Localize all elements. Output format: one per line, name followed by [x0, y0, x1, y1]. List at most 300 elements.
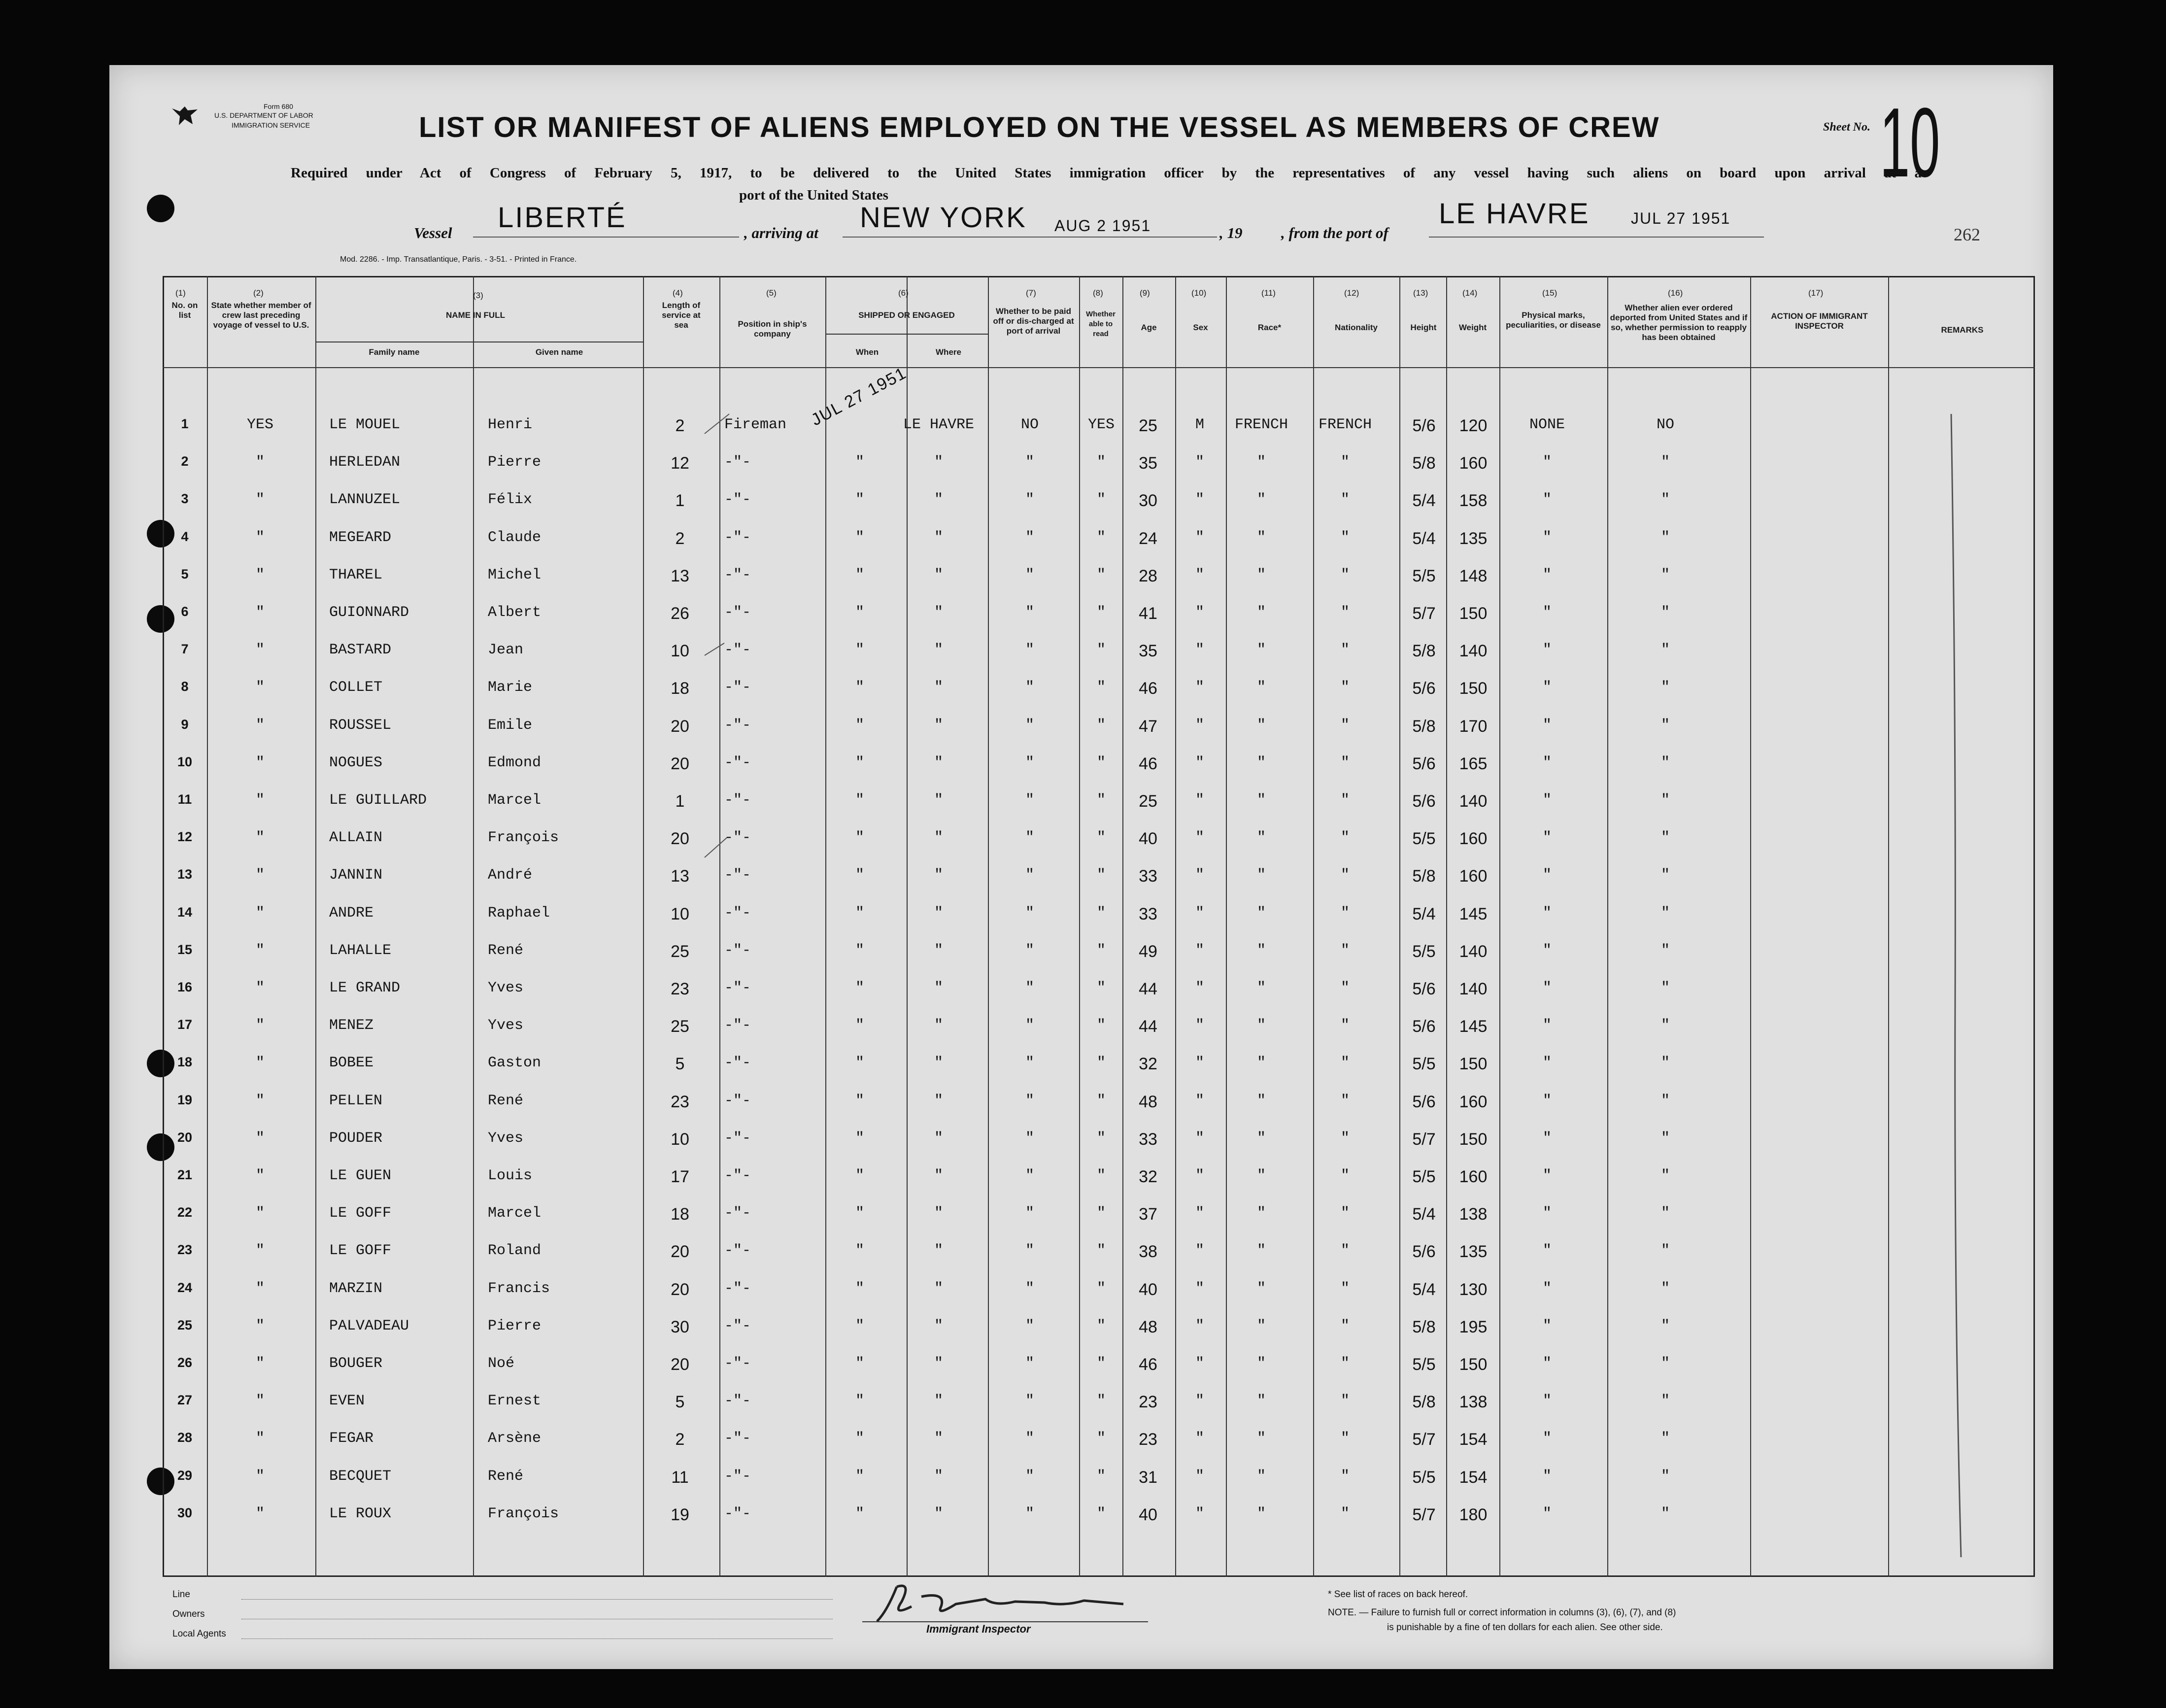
year-label: , 19 — [1219, 224, 1243, 241]
cell-shipped-when: " — [855, 980, 865, 996]
cell-nationality: " — [1340, 454, 1350, 471]
cell-previous-voyage: " — [255, 1430, 265, 1447]
cell-paid-off: " — [1025, 1280, 1035, 1297]
cell-shipped-where: " — [934, 1205, 944, 1222]
cell-row-number: 13 — [177, 867, 193, 882]
cell-family-name: LE ROUX — [329, 1505, 392, 1522]
cell-shipped-when: " — [855, 491, 865, 509]
cell-sex: " — [1195, 1280, 1205, 1297]
cell-row-number: 12 — [177, 829, 193, 845]
col-header-age: Age — [1141, 323, 1157, 332]
cell-family-name: MENEZ — [329, 1017, 374, 1034]
cell-previous-voyage: " — [255, 1317, 265, 1334]
cell-previous-voyage: " — [255, 829, 265, 847]
cell-service-length: 11 — [671, 1468, 689, 1487]
cell-service-length: 23 — [671, 1092, 689, 1111]
cell-shipped-when: " — [855, 529, 865, 546]
cell-shipped-where: " — [934, 904, 944, 922]
cell-service-length: 10 — [671, 642, 689, 661]
cell-given-name: Henri — [488, 416, 533, 433]
cell-family-name: GUIONNARD — [329, 604, 409, 621]
cell-position: -"- — [724, 717, 751, 734]
cell-row-number: 11 — [177, 792, 192, 807]
cell-physical-marks: " — [1542, 491, 1552, 509]
punch-hole — [147, 195, 174, 222]
cell-service-length: 20 — [671, 1355, 689, 1374]
cell-shipped-when: " — [855, 642, 865, 659]
cell-row-number: 2 — [181, 454, 189, 469]
col-number: (14) — [1462, 288, 1478, 298]
cell-height: 5/8 — [1412, 867, 1436, 886]
cell-paid-off: " — [1025, 942, 1035, 959]
cell-row-number: 25 — [177, 1317, 193, 1332]
cell-family-name: HERLEDAN — [329, 454, 401, 471]
cell-weight: 130 — [1459, 1280, 1488, 1299]
cell-service-length: 30 — [671, 1317, 689, 1336]
service-name: IMMIGRATION SERVICE — [232, 121, 310, 129]
cell-height: 5/6 — [1412, 1242, 1436, 1262]
col-header-length-of-service: Length of service at sea — [662, 301, 701, 330]
cell-race: " — [1256, 1092, 1266, 1109]
cell-position: -"- — [724, 1430, 751, 1447]
cell-weight: 145 — [1459, 1017, 1488, 1036]
cell-shipped-when: " — [855, 1430, 865, 1447]
cell-position: -"- — [724, 529, 751, 546]
cell-able-to-read: " — [1096, 1205, 1106, 1222]
cell-position: -"- — [724, 491, 751, 509]
cell-given-name: Yves — [488, 1017, 524, 1034]
col-header-shipped-engaged: SHIPPED OR ENGAGED — [858, 310, 955, 320]
cell-previous-voyage: " — [255, 1242, 265, 1260]
cell-physical-marks: " — [1542, 1017, 1552, 1034]
cell-nationality: " — [1340, 679, 1350, 696]
cell-height: 5/4 — [1412, 529, 1436, 548]
cell-deported: " — [1660, 904, 1670, 922]
cell-race: " — [1256, 792, 1266, 809]
cell-weight: 180 — [1459, 1505, 1488, 1524]
col-number: (15) — [1542, 288, 1557, 298]
cell-position: -"- — [724, 980, 751, 996]
cell-service-length: 13 — [671, 867, 689, 886]
cell-height: 5/6 — [1412, 416, 1436, 435]
cell-row-number: 10 — [177, 754, 193, 769]
cell-paid-off: " — [1025, 867, 1035, 884]
cell-paid-off: " — [1025, 1092, 1035, 1109]
col-header-remarks: REMARKS — [1941, 325, 1984, 335]
subtitle-line2: port of the United States — [739, 187, 888, 203]
cell-row-number: 6 — [181, 604, 189, 619]
cell-shipped-when: " — [855, 867, 865, 884]
note-body: Failure to furnish full or correct information in columns (3), (6), (7), and (8) — [1371, 1607, 1676, 1618]
arriving-label: , arriving at — [744, 224, 818, 241]
cell-nationality: " — [1340, 529, 1350, 546]
cell-service-length: 10 — [671, 1129, 689, 1149]
cell-shipped-where: " — [934, 980, 944, 996]
cell-physical-marks: " — [1542, 829, 1552, 847]
cell-race: " — [1256, 942, 1266, 959]
cell-position: -"- — [724, 1055, 751, 1072]
cell-deported: " — [1660, 1017, 1670, 1034]
cell-able-to-read: " — [1096, 1092, 1106, 1109]
cell-height: 5/8 — [1412, 1393, 1436, 1412]
cell-given-name: François — [488, 1505, 559, 1522]
cell-sex: " — [1195, 529, 1205, 546]
cell-height: 5/8 — [1412, 454, 1436, 473]
cell-previous-voyage: " — [255, 491, 265, 509]
cell-nationality: " — [1340, 604, 1350, 621]
col-number: (13) — [1413, 288, 1428, 298]
cell-shipped-when: " — [855, 679, 865, 696]
cell-previous-voyage: " — [255, 1055, 265, 1072]
cell-row-number: 29 — [177, 1468, 193, 1483]
cell-nationality: " — [1340, 1017, 1350, 1034]
cell-row-number: 17 — [177, 1017, 193, 1032]
cell-height: 5/6 — [1412, 754, 1436, 773]
cell-height: 5/7 — [1412, 1430, 1436, 1449]
col-header-shipped-when: When — [855, 347, 879, 357]
cell-weight: 140 — [1459, 642, 1488, 661]
footer-agents-label: Local Agents — [172, 1629, 226, 1639]
cell-row-number: 8 — [181, 679, 189, 694]
cell-family-name: ANDRE — [329, 904, 374, 922]
cell-able-to-read: " — [1096, 1167, 1106, 1184]
cell-given-name: Michel — [488, 566, 542, 583]
cell-deported: " — [1660, 1355, 1670, 1372]
cell-physical-marks: " — [1542, 1317, 1552, 1334]
cell-weight: 195 — [1459, 1317, 1488, 1336]
cell-position: -"- — [724, 604, 751, 621]
cell-physical-marks: " — [1542, 867, 1552, 884]
cell-paid-off: " — [1025, 1393, 1035, 1410]
cell-shipped-when: " — [855, 717, 865, 734]
cell-sex: " — [1195, 1129, 1205, 1147]
cell-given-name: René — [488, 942, 524, 959]
cell-height: 5/7 — [1412, 604, 1436, 623]
col-header-weight: Weight — [1458, 323, 1487, 332]
cell-deported: " — [1660, 829, 1670, 847]
cell-service-length: 1 — [675, 792, 685, 811]
cell-physical-marks: " — [1542, 642, 1552, 659]
cell-deported: " — [1660, 1129, 1670, 1147]
col-number: (8) — [1093, 288, 1103, 298]
cell-weight: 138 — [1459, 1393, 1488, 1412]
cell-row-number: 30 — [177, 1505, 193, 1520]
cell-position: -"- — [724, 1355, 751, 1372]
cell-given-name: Albert — [488, 604, 542, 621]
cell-age: 23 — [1139, 1393, 1157, 1412]
cell-weight: 138 — [1459, 1205, 1488, 1224]
cell-age: 35 — [1139, 642, 1157, 661]
cell-able-to-read: " — [1096, 1017, 1106, 1034]
cell-physical-marks: " — [1542, 1129, 1552, 1147]
cell-weight: 154 — [1459, 1430, 1488, 1449]
cell-shipped-where: " — [934, 1393, 944, 1410]
sheet-number: 10 — [1880, 88, 1940, 198]
cell-deported: " — [1660, 942, 1670, 959]
cell-shipped-when: " — [855, 942, 865, 959]
cell-family-name: BOUGER — [329, 1355, 383, 1372]
col-header-race: Race* — [1257, 323, 1282, 332]
cell-nationality: " — [1340, 1092, 1350, 1109]
cell-able-to-read: " — [1096, 1355, 1106, 1372]
cell-paid-off: " — [1025, 1055, 1035, 1072]
cell-deported: " — [1660, 717, 1670, 734]
cell-given-name: François — [488, 829, 559, 847]
cell-physical-marks: " — [1542, 1167, 1552, 1184]
cell-able-to-read: " — [1096, 1129, 1106, 1147]
cell-nationality: " — [1340, 980, 1350, 996]
col-number: (9) — [1140, 288, 1150, 298]
cell-position: -"- — [724, 904, 751, 922]
cell-nationality: " — [1340, 754, 1350, 771]
cell-shipped-where: LE HAVRE — [903, 416, 975, 433]
cell-height: 5/4 — [1412, 904, 1436, 923]
cell-paid-off: " — [1025, 1430, 1035, 1447]
printer-line: Mod. 2286. - Imp. Transatlantique, Paris. - 3-51. - Printed in France. — [340, 255, 577, 264]
cell-able-to-read: " — [1096, 980, 1106, 996]
cell-row-number: 24 — [177, 1280, 193, 1295]
cell-height: 5/4 — [1412, 1205, 1436, 1224]
cell-weight: 160 — [1459, 454, 1488, 473]
cell-row-number: 26 — [177, 1355, 193, 1370]
cell-position: -"- — [724, 566, 751, 583]
cell-position: Fireman — [724, 416, 787, 433]
cell-weight: 158 — [1459, 491, 1488, 511]
cell-physical-marks: " — [1542, 1355, 1552, 1372]
cell-row-number: 3 — [181, 491, 189, 507]
cell-age: 35 — [1139, 454, 1157, 473]
cell-position: -"- — [724, 454, 751, 471]
cell-previous-voyage: " — [255, 1505, 265, 1522]
cell-given-name: Pierre — [488, 1317, 542, 1334]
cell-shipped-where: " — [934, 792, 944, 809]
cell-previous-voyage: " — [255, 604, 265, 621]
cell-shipped-where: " — [934, 529, 944, 546]
col-number: (4) — [673, 288, 683, 298]
cell-able-to-read: " — [1096, 1317, 1106, 1334]
cell-family-name: LANNUZEL — [329, 491, 401, 509]
cell-sex: " — [1195, 792, 1205, 809]
subtitle-line1: Required under Act of Congress of February 5, 1917, to be delivered to the United States immigration officer by the representatives of any vessel having such aliens on board upon arrival at a — [291, 165, 1922, 181]
cell-height: 5/5 — [1412, 1355, 1436, 1374]
cell-family-name: NOGUES — [329, 754, 383, 771]
cell-weight: 150 — [1459, 604, 1488, 623]
cell-age: 44 — [1139, 1017, 1157, 1036]
cell-shipped-where: " — [934, 1280, 944, 1297]
vessel-name: LIBERTÉ — [498, 202, 627, 234]
cell-physical-marks: " — [1542, 1055, 1552, 1072]
cell-shipped-where: " — [934, 1242, 944, 1260]
cell-sex: " — [1195, 1430, 1205, 1447]
cell-previous-voyage: YES — [246, 416, 274, 433]
cell-shipped-where: " — [934, 1167, 944, 1184]
cell-family-name: LE GUEN — [329, 1167, 392, 1184]
cell-nationality: " — [1340, 1129, 1350, 1147]
cell-race: " — [1256, 1355, 1266, 1372]
cell-able-to-read: " — [1096, 942, 1106, 959]
note-text — [1328, 1607, 1676, 1618]
cell-age: 47 — [1139, 717, 1157, 736]
cell-height: 5/8 — [1412, 642, 1436, 661]
cell-family-name: LE GOFF — [329, 1205, 392, 1222]
cell-previous-voyage: " — [255, 792, 265, 809]
sheet-label: Sheet No. — [1823, 121, 1870, 134]
cell-paid-off: " — [1025, 1317, 1035, 1334]
cell-service-length: 2 — [675, 529, 685, 548]
cell-nationality: " — [1340, 1468, 1350, 1485]
col-number: (11) — [1261, 288, 1276, 298]
cell-able-to-read: " — [1096, 604, 1106, 621]
cell-physical-marks: " — [1542, 604, 1552, 621]
cell-service-length: 20 — [671, 1242, 689, 1262]
cell-given-name: René — [488, 1468, 524, 1485]
cell-deported: " — [1660, 679, 1670, 696]
cell-previous-voyage: " — [255, 904, 265, 922]
cell-paid-off: NO — [1020, 416, 1039, 433]
cell-given-name: Pierre — [488, 454, 542, 471]
cell-family-name: LAHALLE — [329, 942, 392, 959]
cell-shipped-when: " — [855, 1242, 865, 1260]
cell-service-length: 20 — [671, 717, 689, 736]
cell-given-name: Edmond — [488, 754, 542, 771]
cell-shipped-where: " — [934, 1505, 944, 1522]
cell-able-to-read: " — [1096, 1055, 1106, 1072]
col-header-physical-marks: Physical marks, peculiarities, or disease — [1506, 310, 1601, 330]
cell-family-name: LE MOUEL — [329, 416, 401, 433]
department-name: U.S. DEPARTMENT OF LABOR — [214, 111, 313, 119]
cell-previous-voyage: " — [255, 1280, 265, 1297]
cell-row-number: 5 — [181, 566, 189, 581]
cell-able-to-read: " — [1096, 1393, 1106, 1410]
cell-row-number: 22 — [177, 1205, 193, 1220]
cell-height: 5/7 — [1412, 1505, 1436, 1524]
cell-position: -"- — [724, 1505, 751, 1522]
cell-paid-off: " — [1025, 1129, 1035, 1147]
cell-age: 33 — [1139, 867, 1157, 886]
cell-age: 44 — [1139, 980, 1157, 998]
cell-deported: " — [1660, 1468, 1670, 1485]
cell-shipped-where: " — [934, 454, 944, 471]
cell-previous-voyage: " — [255, 980, 265, 996]
cell-nationality: " — [1340, 491, 1350, 509]
cell-able-to-read: " — [1096, 1242, 1106, 1260]
cell-sex: " — [1195, 491, 1205, 509]
cell-age: 40 — [1139, 829, 1157, 849]
cell-shipped-where: " — [934, 679, 944, 696]
cell-nationality: " — [1340, 1430, 1350, 1447]
cell-race: " — [1256, 1205, 1266, 1222]
cell-race: " — [1256, 1017, 1266, 1034]
cell-paid-off: " — [1025, 1505, 1035, 1522]
cell-shipped-when: " — [855, 792, 865, 809]
cell-race: " — [1256, 717, 1266, 734]
col-header-position: Position in ship's company — [738, 319, 807, 339]
cell-race: " — [1256, 904, 1266, 922]
cell-age: 28 — [1139, 566, 1157, 585]
cell-sex: " — [1195, 1167, 1205, 1184]
cell-age: 25 — [1139, 792, 1157, 811]
cell-nationality: " — [1340, 1355, 1350, 1372]
cell-race: " — [1256, 566, 1266, 583]
col-number: (10) — [1191, 288, 1207, 298]
cell-deported: " — [1660, 1317, 1670, 1334]
cell-service-length: 2 — [675, 1430, 685, 1449]
cell-height: 5/5 — [1412, 942, 1436, 961]
cell-able-to-read: " — [1096, 717, 1106, 734]
footer-line-label: Line — [172, 1589, 190, 1600]
cell-service-length: 13 — [671, 566, 689, 585]
cell-sex: " — [1195, 1092, 1205, 1109]
cell-nationality: " — [1340, 1317, 1350, 1334]
cell-given-name: Marcel — [488, 1205, 542, 1222]
cell-shipped-when: " — [855, 1505, 865, 1522]
cell-sex: " — [1195, 980, 1205, 996]
cell-given-name: Marcel — [488, 792, 542, 809]
service-tick-marks — [700, 394, 739, 1035]
cell-family-name: EVEN — [329, 1393, 365, 1410]
cell-paid-off: " — [1025, 491, 1035, 509]
cell-height: 5/4 — [1412, 1280, 1436, 1299]
cell-service-length: 2 — [675, 416, 685, 435]
cell-service-length: 1 — [675, 491, 685, 511]
cell-given-name: Ernest — [488, 1393, 542, 1410]
cell-race: " — [1256, 754, 1266, 771]
cell-deported: " — [1660, 1205, 1670, 1222]
cell-given-name: Félix — [488, 491, 533, 509]
cell-family-name: ALLAIN — [329, 829, 383, 847]
cell-previous-voyage: " — [255, 642, 265, 659]
cell-nationality: " — [1340, 867, 1350, 884]
cell-row-number: 14 — [177, 904, 193, 920]
cell-position: -"- — [724, 642, 751, 659]
cell-able-to-read: " — [1096, 1505, 1106, 1522]
cell-nationality: " — [1340, 904, 1350, 922]
col-number: (1) — [175, 288, 186, 298]
cell-nationality: " — [1340, 1167, 1350, 1184]
eagle-seal-icon — [170, 104, 200, 127]
cell-able-to-read: " — [1096, 679, 1106, 696]
cell-shipped-when: " — [855, 829, 865, 847]
cell-row-number: 19 — [177, 1092, 193, 1107]
cell-previous-voyage: " — [255, 1167, 265, 1184]
cell-able-to-read: " — [1096, 1468, 1106, 1485]
cell-age: 31 — [1139, 1468, 1157, 1487]
cell-shipped-when: " — [855, 1280, 865, 1297]
cell-age: 33 — [1139, 1129, 1157, 1149]
departure-date-stamp: JUL 27 1951 — [1631, 209, 1731, 227]
cell-able-to-read: " — [1096, 1430, 1106, 1447]
cell-race: " — [1256, 454, 1266, 471]
page-number: 262 — [1954, 225, 1980, 244]
cell-previous-voyage: " — [255, 679, 265, 696]
cell-sex: " — [1195, 1242, 1205, 1260]
cell-paid-off: " — [1025, 754, 1035, 771]
cell-family-name: JANNIN — [329, 867, 383, 884]
cell-row-number: 18 — [177, 1055, 193, 1070]
cell-physical-marks: " — [1542, 1505, 1552, 1522]
cell-nationality: " — [1340, 566, 1350, 583]
cell-previous-voyage: " — [255, 1129, 265, 1147]
cell-deported: NO — [1656, 416, 1675, 433]
cell-given-name: Yves — [488, 1129, 524, 1147]
cell-shipped-where: " — [934, 1092, 944, 1109]
cell-weight: 148 — [1459, 566, 1488, 585]
cell-weight: 150 — [1459, 1355, 1488, 1374]
cell-shipped-when: " — [855, 904, 865, 922]
cell-family-name: COLLET — [329, 679, 383, 696]
cell-weight: 170 — [1459, 717, 1488, 736]
cell-deported: " — [1660, 454, 1670, 471]
